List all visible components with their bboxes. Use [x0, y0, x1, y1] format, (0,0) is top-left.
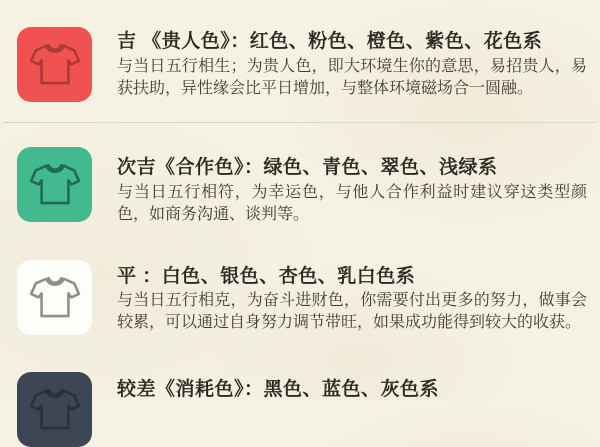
tshirt-tile-neutral — [17, 260, 92, 335]
tshirt-tile-cooperative — [17, 147, 92, 222]
tshirt-icon — [27, 157, 83, 213]
tshirt-tile-draining — [17, 372, 92, 447]
tshirt-icon — [27, 37, 83, 93]
section-title-cooperative: 次吉《合作色》：绿色、青色、翠色、浅绿系 — [117, 157, 498, 178]
section-title-draining: 较差《消耗色》：黑色、蓝色、灰色系 — [117, 379, 440, 400]
section-body-auspicious: 与当日五行相生；为贵人色，即大环境生你的意思，易招贵人，易获扶助，异性缘会比平日增加，与整体环境磁场合一圆融。 — [117, 58, 587, 97]
dotted-divider — [4, 122, 596, 123]
tshirt-tile-auspicious — [17, 27, 92, 102]
tshirt-icon — [27, 382, 83, 438]
section-title-neutral: 平 ：白色、银色、杏色、乳白色系 — [117, 266, 416, 287]
section-body-cooperative: 与当日五行相符，为幸运色，与他人合作利益时建议穿这类型颜色，如商务沟通、谈判等。 — [117, 184, 587, 223]
section-body-neutral: 与当日五行相克，为奋斗进财色，你需要付出更多的努力，做事会较累，可以通过自身努力调节带旺，如果成功能得到较大的收获。 — [117, 292, 587, 331]
section-title-auspicious: 吉 《贵人色》：红色、粉色、橙色、紫色、花色系 — [117, 31, 543, 52]
tshirt-icon — [27, 270, 83, 326]
